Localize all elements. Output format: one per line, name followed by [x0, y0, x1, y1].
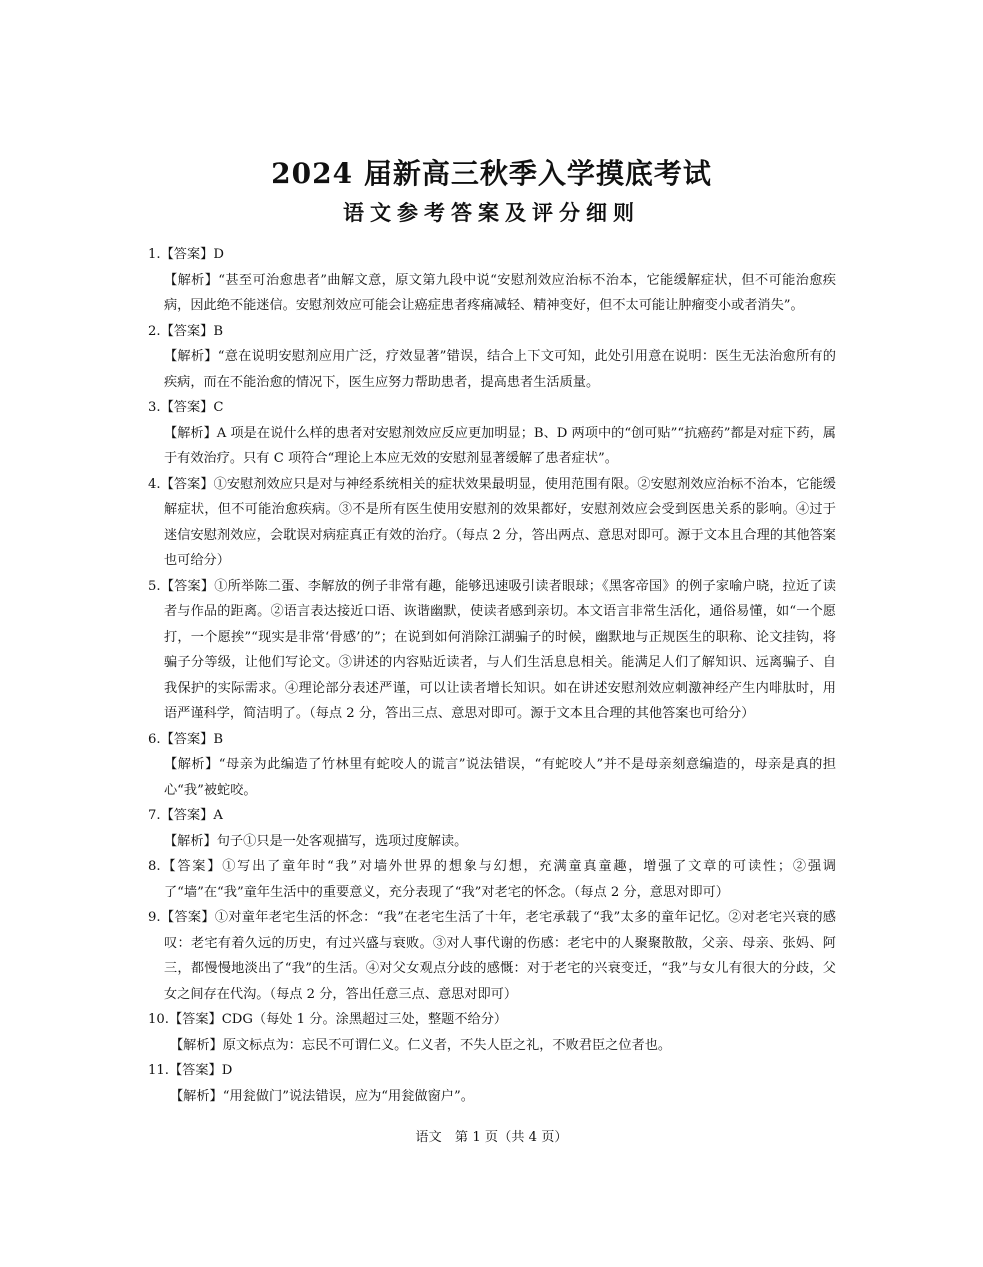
explanation: 【解析】“母亲为此编造了竹林里有蛇咬人的谎言”说法错误，“有蛇咬人”并不是母亲刻意编造的，母亲是真的担心“我”被蛇咬。	[164, 757, 836, 798]
explanation: 【解析】“甚至可治愈患者”曲解文意，原文第九段中说“安慰剂效应治标不治本，它能缓解症状，但不可能治愈疾病，因此绝不能迷信。安慰剂效应可能会让癌症患者疼痛减轻、精神变好，但不太可能让肿瘤变小或者消失”。	[164, 272, 836, 313]
answer-line: 4.【答案】①安慰剂效应只是对与神经系统相关的症状效果最明显，使用范围有限。②安慰剂效应治标不治本，它能缓解症状，但不可能治愈疾病。③不是所有医生使用安慰剂的效果都好，安慰剂效应会受到医患关系的影响。④过于迷信安慰剂效应，会耽误对病症真正有效的治疗。（每点 2 分，答出两点、意思对即可。源于文本且合理的其他答案也可给分）	[148, 476, 836, 568]
answer-line: 2.【答案】B	[148, 323, 224, 339]
answer-line: 11.【答案】D	[148, 1063, 233, 1078]
answer-line: 9.【答案】①对童年老宅生活的怀念：“我”在老宅生活了十年，老宅承载了“我”太多的童年记忆。②对老宅兴衰的感叹：老宅有着久远的历史，有过兴盛与衰败。③对人事代谢的伤感：老宅中的人聚聚散散，父亲、母亲、张妈、阿三，都慢慢地淡出了“我”的生活。④对父女观点分歧的感慨：对于老宅的兴衰变迁，“我”与女儿有很大的分歧，父女之间存在代沟。（每点 2 分，答出任意三点、意思对即可）	[148, 910, 836, 1002]
answer-line: 8.【答案】①写出了童年时“我”对墙外世界的想象与幻想，充满童真童趣，增强了文章的可读性；②强调了“墙”在“我”童年生活中的重要意义，充分表现了“我”对老宅的怀念。（每点 2 分，意思对即可）	[148, 859, 836, 900]
page-title: 2024 届新高三秋季入学摸底考试	[271, 157, 712, 190]
answer-line: 10.【答案】CDG（每处 1 分。涂黑超过三处，整题不给分）	[148, 1012, 508, 1027]
page-subtitle: 语文参考答案及评分细则	[343, 200, 640, 225]
answer-item-11	[148, 1058, 836, 1109]
explanation: 【解析】“意在说明安慰剂应用广泛，疗效显著”错误，结合上下文可知，此处引用意在说明：医生无法治愈所有的疾病，而在不能治愈的情况下，医生应努力帮助患者，提高患者生活质量。	[164, 349, 836, 390]
explanation: 【解析】“用瓮做门”说法错误，应为“用瓮做窗户”。	[170, 1088, 474, 1104]
answer-line: 3.【答案】C	[148, 400, 224, 415]
answer-item-8	[148, 854, 836, 905]
answer-item-4	[148, 472, 836, 574]
answer-list	[148, 242, 836, 1109]
answer-item-1	[148, 242, 836, 319]
answer-item-7	[148, 803, 836, 854]
explanation: 【解析】句子①只是一处客观描写，选项过度解读。	[164, 833, 468, 849]
answer-item-2	[148, 319, 836, 396]
answer-line: 1.【答案】D	[148, 247, 224, 262]
answer-line: 7.【答案】A	[148, 808, 223, 823]
page-footer: 语文 第 1 页（共 4 页）	[415, 1130, 568, 1145]
answer-item-6	[148, 727, 836, 804]
answer-item-5	[148, 574, 836, 727]
answer-item-9	[148, 905, 836, 1007]
answer-item-10	[148, 1007, 836, 1058]
answer-line: 5.【答案】①所举陈二蛋、李解放的例子非常有趣，能够迅速吸引读者眼球；《黑客帝国》的例子家喻户晓，拉近了读者与作品的距离。②语言表达接近口语、诙谐幽默，使读者感到亲切。本文语言非常生活化，通俗易懂，如“一个愿打，一个愿挨”“现实是非常‘骨感’的”；在说到如何消除江湖骗子的时候，幽默地与正规医生的职称、论文挂钩，将骗子分等级，让他们写论文。③讲述的内容贴近读者，与人们生活息息相关。能满足人们了解知识、远离骗子、自我保护的实际需求。④理论部分表述严谨，可以让读者增长知识。如在讲述安慰剂效应刺激神经产生内啡肽时，用语严谨科学，简洁明了。（每点 2 分，答出三点、意思对即可。源于文本且合理的其他答案也可给分）	[148, 578, 836, 721]
answer-line: 6.【答案】B	[148, 731, 224, 747]
answer-item-3	[148, 395, 836, 472]
explanation: 【解析】原文标点为：忘民不可谓仁义。仁义者，不失人臣之礼，不败君臣之位者也。	[170, 1037, 672, 1053]
explanation: 【解析】A 项是在说什么样的患者对安慰剂效应反应更加明显；B、D 两项中的“创可贴”“抗癌药”都是对症下药，属于有效治疗。只有 C 项符合“理论上本应无效的安慰剂显著缓解了患者症状”。	[164, 425, 836, 466]
